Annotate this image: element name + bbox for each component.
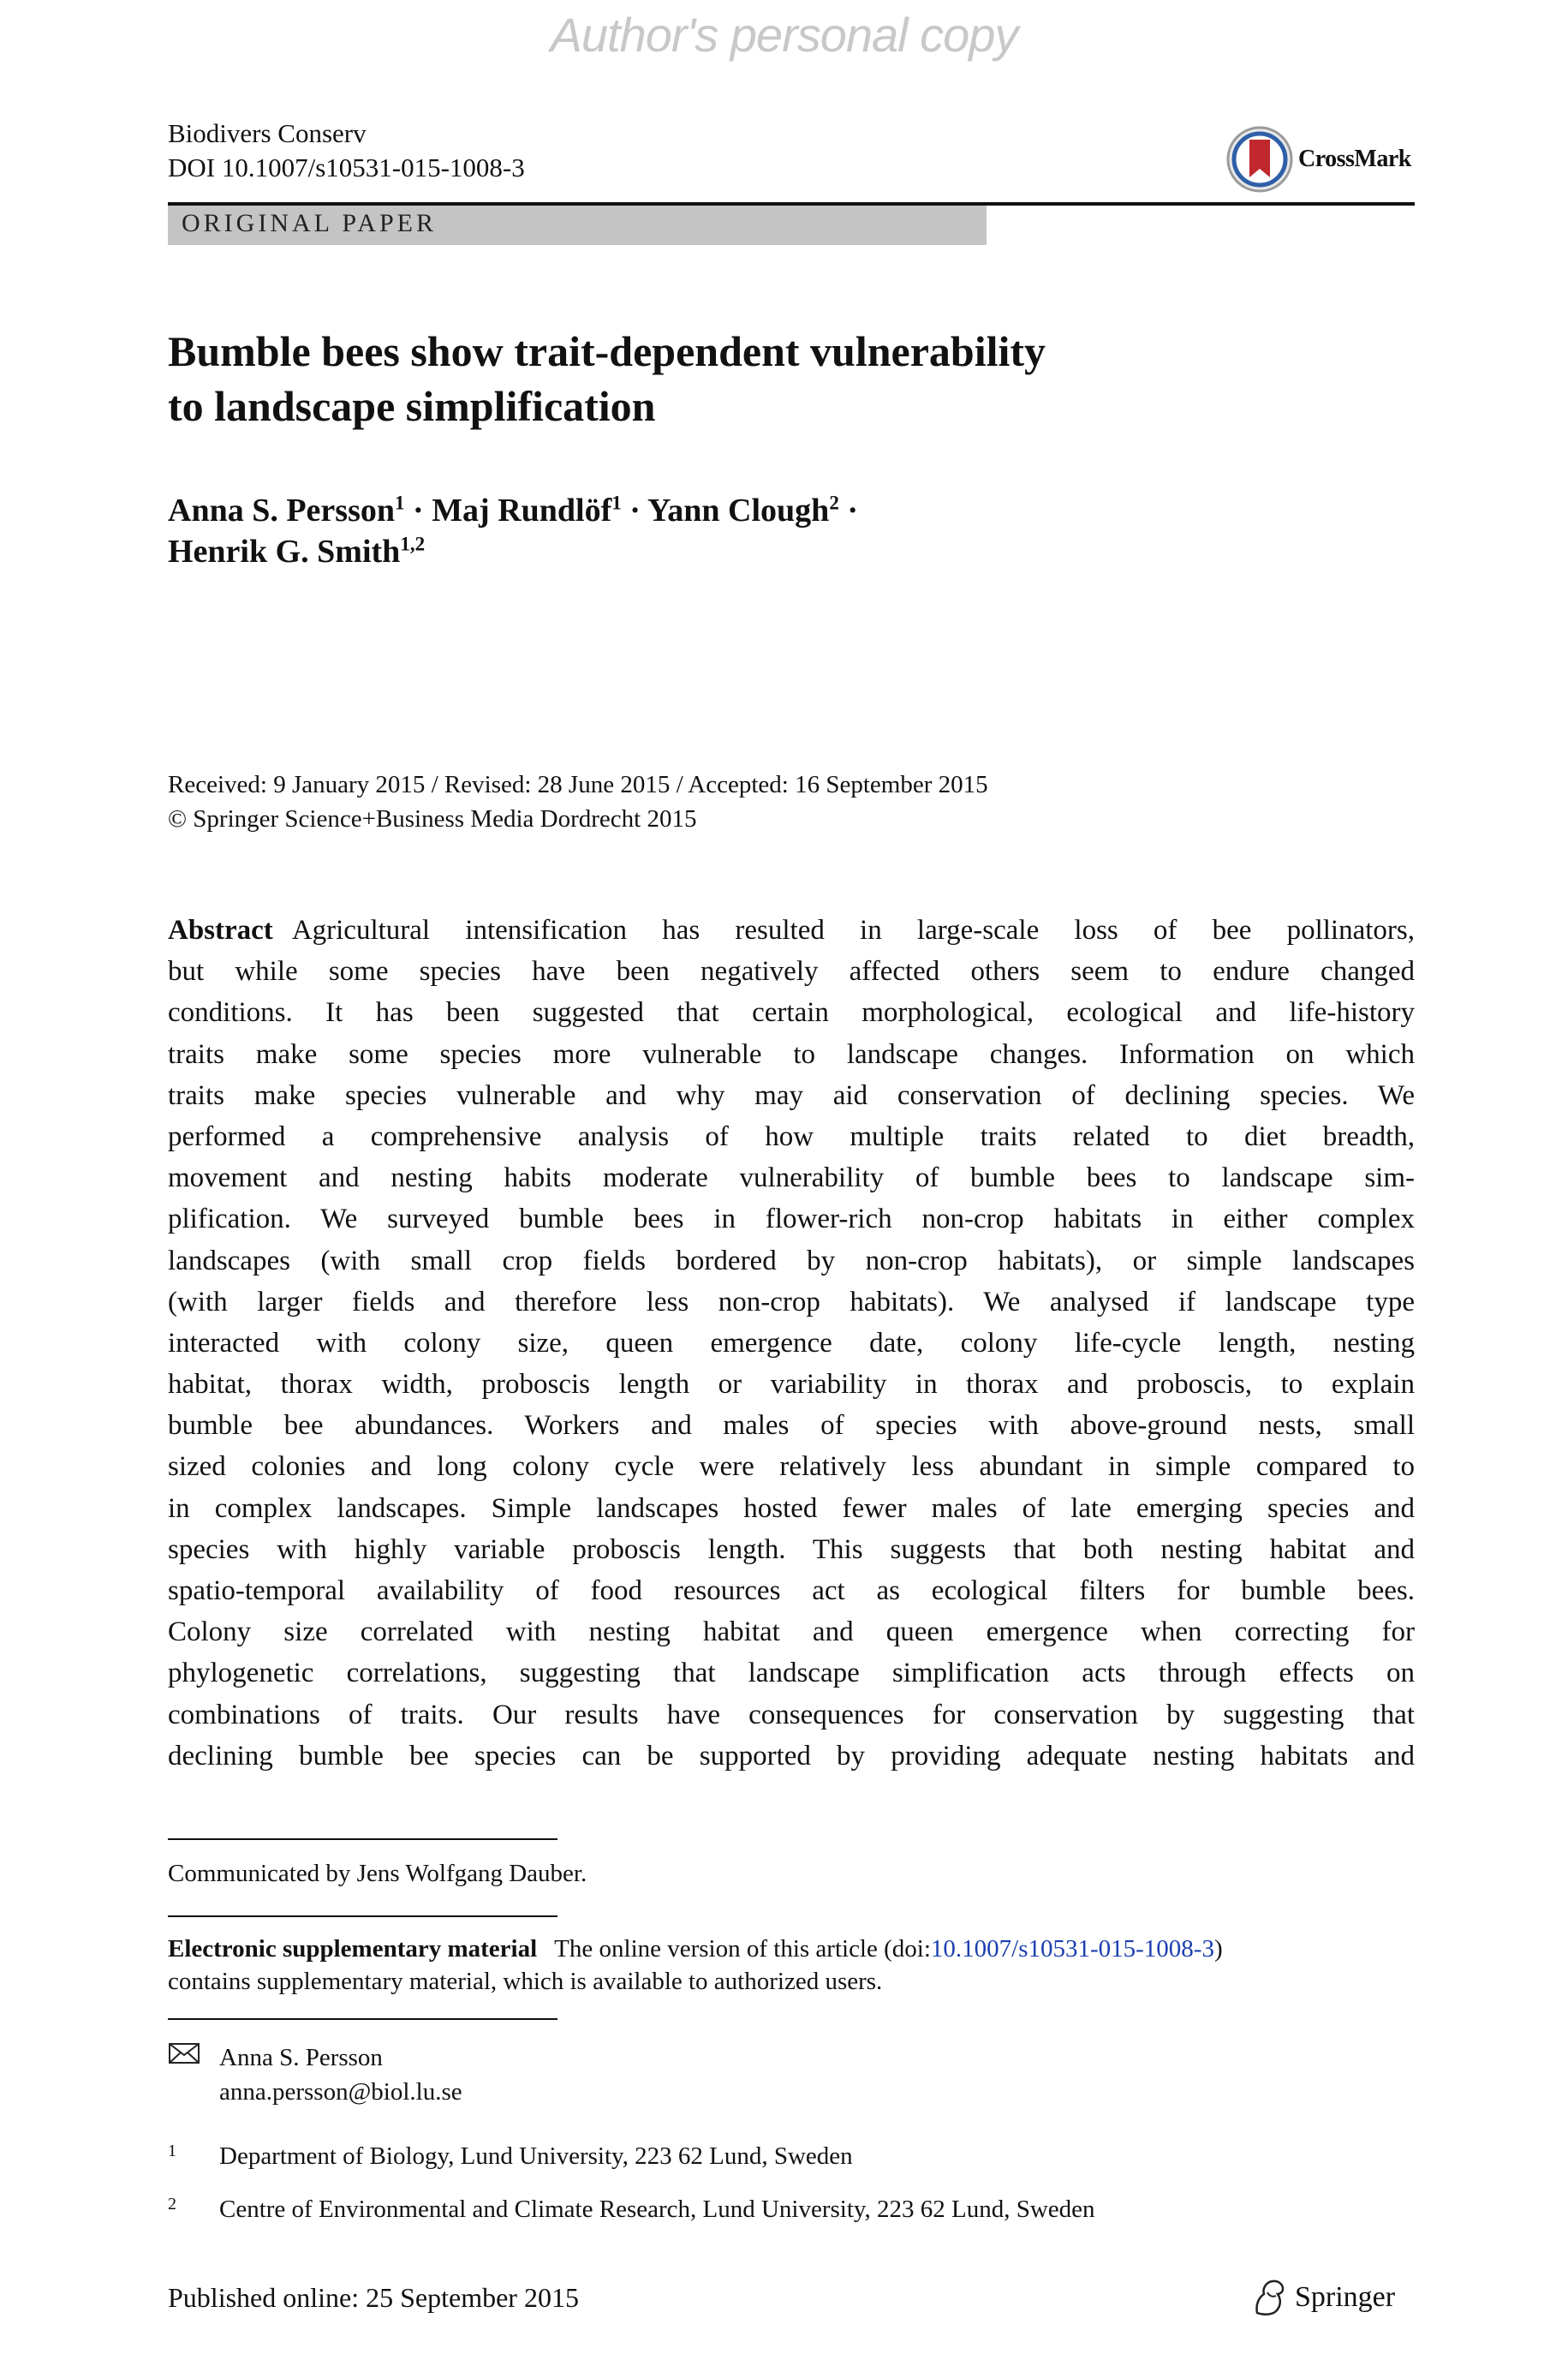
affiliation-1 [168,2140,853,2172]
abstract-line [168,1446,1415,1487]
esm-text-end: ) [1213,1935,1223,1963]
abstract-line [168,1034,1415,1075]
footnote-rule [168,2018,557,2020]
abstract-line-text: combinations of traits. Our results have consequences for conservation by suggesting that [168,1699,1415,1730]
abstract-line [168,1405,1415,1446]
abstract-line [168,1282,1415,1323]
article-type: ORIGINAL PAPER [182,209,437,237]
journal-name: Biodivers Conserv [168,118,367,148]
springer-horse-icon [1252,2279,1286,2316]
journal-header [168,117,525,185]
abstract-line-text: species with highly variable proboscis length. This suggests that both nesting habitat and [168,1533,1415,1565]
author-list [168,490,858,572]
communicated-by: Communicated by Jens Wolfgang Dauber. [168,1860,587,1887]
crossmark-label: CrossMark [1298,146,1411,172]
author-name[interactable]: Henrik G. Smith [168,534,401,570]
copyright-line: © Springer Science+Business Media Dordrecht 2015 [168,805,697,833]
history-dates: Received: 9 January 2015 / Revised: 28 June 2015 / Accepted: 16 September 2015 [168,771,988,798]
published-online: Published online: 25 September 2015 [168,2282,579,2313]
esm-note [168,1933,1418,1998]
contact-name: Anna S. Persson [219,2044,383,2071]
abstract-label: Abstract [168,915,273,946]
abstract-line-text: phylogenetic correlations, suggesting that landscape simplification acts through effects on [168,1658,1415,1689]
abstract-line-text: declining bumble bee species can be supported by providing adequate nesting habitats and [168,1740,1415,1772]
abstract-line [168,1157,1415,1198]
footnote-rule [168,1838,557,1840]
esm-label: Electronic supplementary material [168,1935,538,1963]
abstract-line-text: in complex landscapes. Simple landscapes hosted fewer males of late emerging species and [168,1492,1415,1524]
affiliation-text: Department of Biology, Lund University, 223 62 Lund, Sweden [219,2142,853,2170]
author-name[interactable]: Yann Clough [647,493,830,529]
abstract-line [168,1529,1415,1570]
author-separator: · [629,493,641,529]
abstract-line [168,1323,1415,1364]
envelope-icon [168,2040,219,2075]
esm-text: The online version of this article (doi: [554,1935,931,1963]
abstract-line-text: interacted with colony size, queen emergence date, colony life-cycle length, nesting [168,1327,1415,1359]
contact-email[interactable]: anna.persson@biol.lu.se [219,2078,462,2106]
section-band [168,206,987,245]
abstract-line-text: conditions. It has been suggested that certain morphological, ecological and life-history [168,997,1415,1029]
abstract-line-text: spatio-temporal availability of food resources act as ecological filters for bumble bees. [168,1575,1415,1606]
abstract-line [168,1198,1415,1240]
journal-doi: DOI 10.1007/s10531-015-1008-3 [168,152,525,182]
abstract-line [168,1075,1415,1116]
abstract-line-text: traits make species vulnerable and why may aid conservation of declining species. We [168,1079,1415,1111]
abstract-line-text: bumble bee abundances. Workers and males of species with above-ground nests, small [168,1410,1415,1442]
footnote-rule [168,1915,557,1917]
author-name[interactable]: Anna S. Persson [168,493,395,529]
abstract-line [168,1570,1415,1611]
affiliation-text: Centre of Environmental and Climate Research, Lund University, 223 62 Lund, Sweden [219,2196,1095,2223]
abstract-line [168,951,1415,992]
abstract-line [168,1240,1415,1282]
abstract-line-text: movement and nesting habits moderate vulnerability of bumble bees to landscape sim- [168,1162,1415,1194]
article-history [168,768,988,836]
abstract-line [168,1736,1415,1777]
abstract-line-text: plification. We surveyed bumble bees in flower-rich non-crop habitats in either complex [168,1204,1415,1235]
abstract-line-text: but while some species have been negatively affected others seem to endure changed [168,956,1415,988]
title-line-2: to landscape simplification [168,382,656,430]
publisher-logo [1252,2279,1395,2316]
author-affiliation-mark: 1,2 [400,533,426,555]
crossmark-badge[interactable] [1226,120,1411,199]
abstract-line [168,1611,1415,1652]
author-affiliation-mark: 1 [395,492,405,514]
affiliation-number: 2 [168,2195,176,2214]
title-line-1: Bumble bees show trait-dependent vulnerability [168,327,1046,375]
abstract-line [168,1694,1415,1736]
esm-text-line-2: contains supplementary material, which is available to authorized users. [168,1968,883,1995]
abstract-line-text: traits make some species more vulnerable to landscape changes. Information on which [168,1038,1415,1070]
watermark: Author's personal copy [550,8,1018,62]
author-separator: · [847,493,858,529]
abstract [168,910,1415,1777]
abstract-line-text: habitat, thorax width, proboscis length or variability in thorax and proboscis, to explain [168,1369,1415,1401]
author-affiliation-mark: 1 [611,492,622,514]
crossmark-icon [1226,124,1293,194]
corresponding-author [168,2040,462,2109]
affiliation-number: 1 [168,2142,176,2160]
publisher-name: Springer [1295,2281,1396,2313]
abstract-line-text: sized colonies and long colony cycle were relatively less abundant in simple compared to [168,1451,1415,1483]
abstract-line [168,1488,1415,1529]
abstract-line [168,910,1415,951]
abstract-line-text: (with larger fields and therefore less non-crop habitats). We analysed if landscape type [168,1286,1415,1317]
esm-doi-link[interactable]: 10.1007/s10531-015-1008-3 [930,1935,1214,1963]
author-name[interactable]: Maj Rundlöf [432,493,612,529]
abstract-line-text: Agricultural intensification has resulted in large-scale loss of bee pollinators, [291,915,1415,946]
abstract-line-text: Colony size correlated with nesting habitat and queen emergence when correcting for [168,1616,1415,1648]
author-separator: · [413,493,424,529]
abstract-line [168,1116,1415,1157]
abstract-line [168,1652,1415,1694]
author-affiliation-mark: 2 [829,492,839,514]
abstract-line [168,1364,1415,1405]
affiliation-2 [168,2193,1095,2226]
abstract-line-text: performed a comprehensive analysis of how multiple traits related to diet breadth, [168,1120,1415,1152]
abstract-line-text: landscapes (with small crop fields bordered by non-crop habitats), or simple landscapes [168,1245,1415,1276]
paper-title [168,324,1046,433]
abstract-line [168,992,1415,1033]
